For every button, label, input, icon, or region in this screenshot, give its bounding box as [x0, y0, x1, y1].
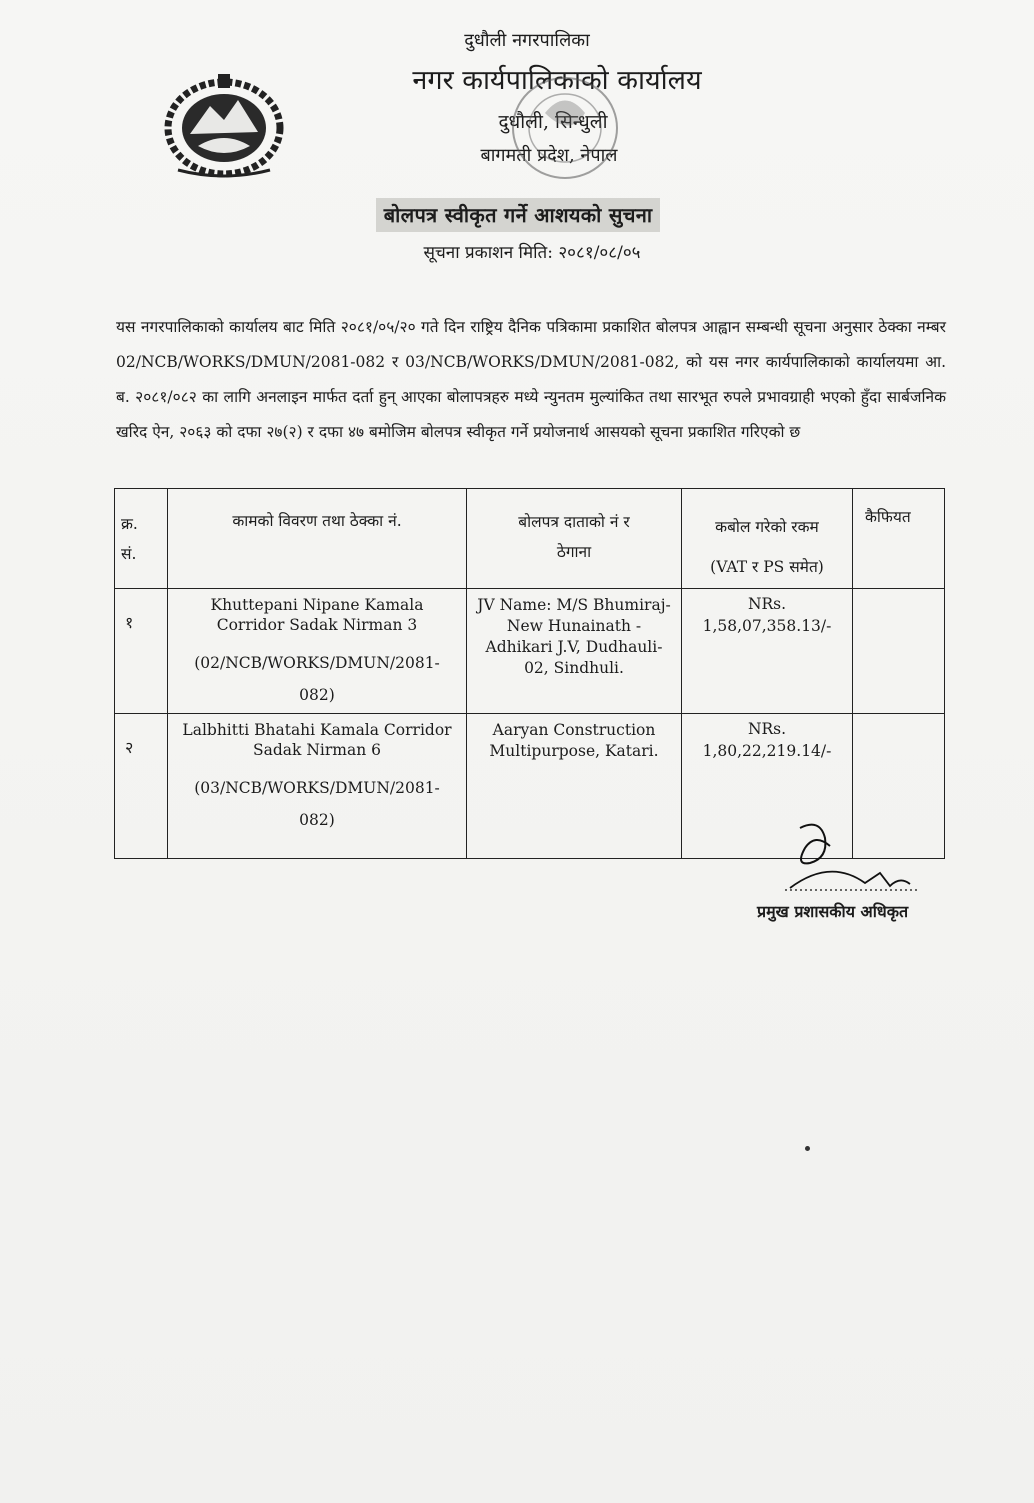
speck-mark [805, 1146, 810, 1151]
header-amount [682, 489, 853, 589]
header-bidder-line1: बोलपत्र दाताको नं र [518, 513, 630, 531]
municipality-name: दुधौली नगरपालिका [464, 30, 590, 51]
header-amount-line1: कबोल गरेको रकम [715, 518, 819, 536]
header-bidder-line2: ठेगाना [556, 543, 592, 561]
header-sn-line2: सं. [121, 545, 137, 563]
row-description [168, 714, 467, 859]
header-amount-line2: (VAT र PS समेत) [710, 558, 824, 576]
row-amount-label: NRs. [747, 720, 787, 738]
row-contract-code: (02/NCB/WORKS/DMUN/2081-082) [194, 654, 440, 704]
header-bidder [467, 489, 682, 589]
row-amount-value: 1,80,22,219.14/- [702, 742, 832, 760]
header-remarks: कैफियत [853, 489, 945, 589]
row-amount-label: NRs. [747, 595, 787, 613]
signature-mark-icon [770, 818, 940, 898]
row-amount-value: 1,58,07,358.13/- [702, 617, 832, 635]
intro-paragraph: यस नगरपालिकाको कार्यालय बाट मिति २०८१/०५/२० गते दिन राष्ट्रिय दैनिक पत्रिकामा प्रकाशित बोलपत्र आह्वान सम्बन्धी सूचना अनुसार ठेक्का नम्बर 02/NCB/WORKS/DMUN/2081-082 र 03/NCB/WORKS/DMUN/2081-082, को यस नगर कार्यपालिकाको कार्यालयमा आ. ब. २०८१/०८२ का लागि अनलाइन मार्फत दर्ता हुन् आएका बोलापत्रहरु मध्ये न्युनतम मुल्यांकित तथा सारभूत रुपले प्रभावग्राही भएको हुँदा सार्बजनिक खरिद ऐन, २०६३ को दफा २७(२) र दफा ४७ बमोजिम बोलपत्र स्वीकृत गर्ने प्रयोजनार्थ आसयको सूचना प्रकाशित गरिएको छ [116, 318, 946, 441]
publication-date: सूचना प्रकाशन मिति: २०८१/०८/०५ [423, 243, 641, 263]
office-stamp-icon [500, 68, 630, 186]
row-contract-code: (03/NCB/WORKS/DMUN/2081-082) [194, 779, 440, 829]
header-sn-line1: क्र. [121, 515, 138, 533]
signatory-title: प्रमुख प्रशासकीय अधिकृत [757, 902, 909, 921]
office-location: दुधौली, सिन्धुली [498, 111, 608, 133]
table-row [115, 589, 945, 714]
header-description: कामको विवरण तथा ठेक्का नं. [168, 489, 467, 589]
office-name: नगर कार्यपालिकाको कार्यालय [412, 65, 702, 96]
row-sn: २ [115, 714, 168, 859]
province-name: बागमती प्रदेश, नेपाल [480, 145, 618, 166]
row-remarks [853, 589, 945, 714]
row-bidder: JV Name: M/S Bhumiraj-New Hunainath - Adhikari J.V, Dudhauli-02, Sindhuli. [467, 589, 682, 714]
row-bidder: Aaryan Construction Multipurpose, Katari. [467, 714, 682, 859]
notice-title: बोलपत्र स्वीकृत गर्ने आशयको सुचना [376, 198, 660, 232]
row-work-name: Khuttepani Nipane Kamala Corridor Sadak Nirman 3 [210, 596, 424, 634]
award-table [114, 488, 945, 859]
header-sn [115, 489, 168, 589]
table-header-row [115, 489, 945, 589]
row-description [168, 589, 467, 714]
row-work-name: Lalbhitti Bhatahi Kamala Corridor Sadak Nirman 6 [182, 721, 452, 759]
row-sn: १ [115, 589, 168, 714]
row-amount [682, 589, 853, 714]
